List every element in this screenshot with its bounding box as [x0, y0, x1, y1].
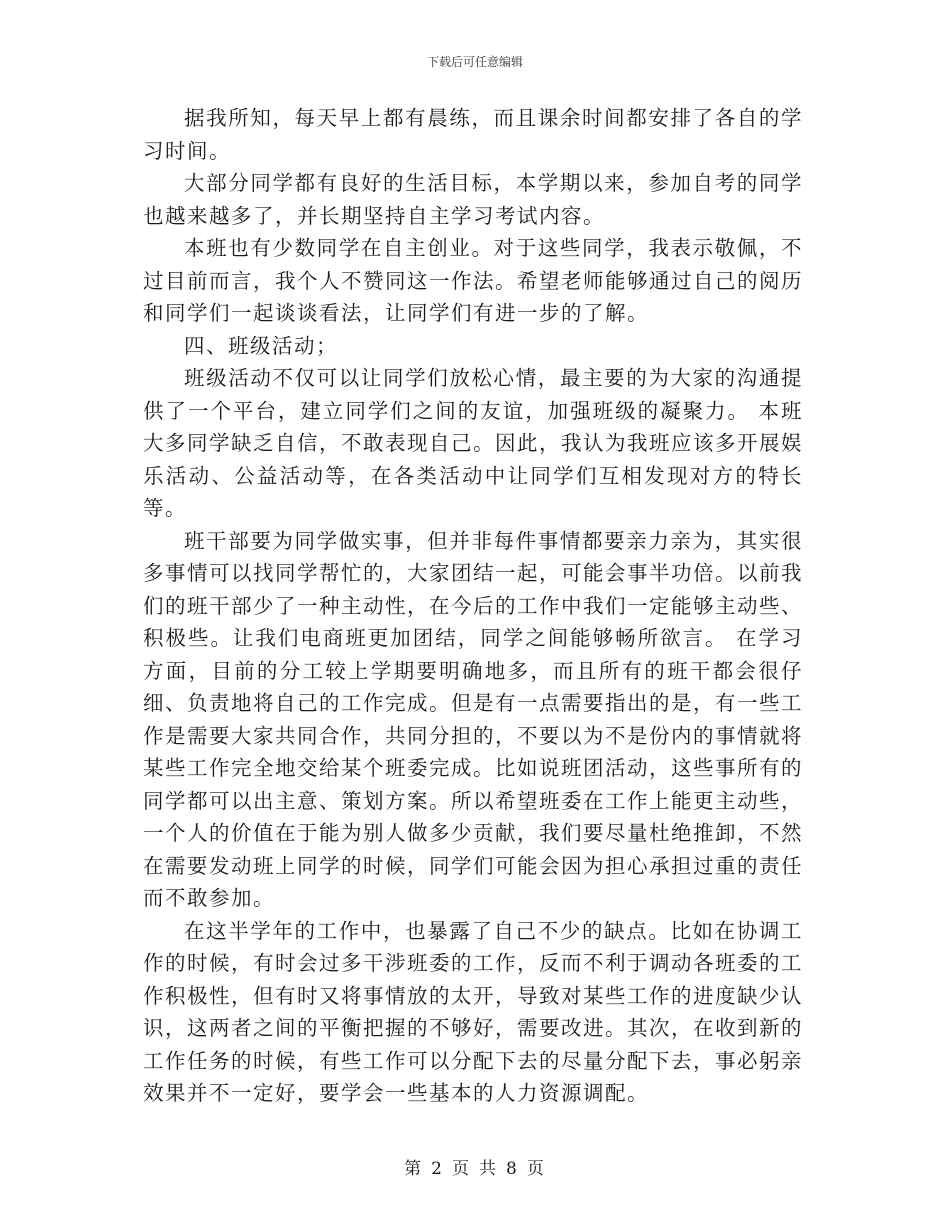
paragraph: 大部分同学都有良好的生活目标，本学期以来，参加自考的同学也越来越多了，并长期坚持自主学习考试内容。: [143, 171, 803, 228]
section-heading: 四、班级活动；: [184, 333, 338, 358]
footer-total-prefix: 共: [479, 1159, 498, 1179]
page-footer: [0, 1154, 950, 1179]
header-note: 下载后可任意编辑: [426, 55, 523, 69]
footer-total-suffix: 页: [526, 1159, 546, 1179]
document-body: [143, 102, 803, 1110]
total-pages: 8: [506, 1159, 519, 1179]
paragraph: 在这半学年的工作中，也暴露了自己不少的缺点。比如在协调工作的时候，有时会过多干涉班委的工作，反而不利于调动各班委的工作积极性，但有时又将事情放的太开，导致对某些工作的进度缺少认识，这两者之间的平衡把握的不够好，需要改进。其次，在收到新的工作任务的时候，有些工作可以分配下去的尽量分配下去，事必躬亲效果并不一定好，要学会一些基本的人力资源调配。: [143, 918, 803, 1105]
paragraph: 班级活动不仅可以让同学们放松心情，最主要的为大家的沟通提供了一个平台，建立同学们之间的友谊，加强班级的凝聚力。 本班大多同学缺乏自信，不敢表现自己。因此，我认为我班应该多开展娱乐活动、公益活动等，在各类活动中让同学们互相发现对方的特长等。: [143, 366, 803, 520]
paragraph: 据我所知，每天早上都有晨练，而且课余时间都安排了各自的学习时间。: [143, 106, 803, 163]
footer-prefix: 第: [404, 1159, 424, 1179]
page-number: 2: [431, 1159, 444, 1179]
paragraph: 本班也有少数同学在自主创业。对于这些同学，我表示敬佩，不过目前而言，我个人不赞同这一作法。希望老师能够通过自己的阅历和同学们一起谈谈看法，让同学们有进一步的了解。: [143, 236, 803, 325]
paragraph: 班干部要为同学做实事，但并非每件事情都要亲力亲为，其实很多事情可以找同学帮忙的，大家团结一起，可能会事半功倍。以前我们的班干部少了一种主动性，在今后的工作中我们一定能够主动些、积极些。让我们电商班更加团结，同学之间能够畅所欲言。 在学习方面，目前的分工较上学期要明确地多，而且所有的班干都会很仔细、负责地将自己的工作完成。但是有一点需要指出的是，有一些工作是需要大家共同合作，共同分担的，不要以为不是份内的事情就将某些工作完全地交给某个班委完成。比如说班团活动，这些事所有的同学都可以出主意、策划方案。所以希望班委在工作上能更主动些，一个人的价值在于能为别人做多少贡献，我们要尽量杜绝推卸，不然在需要发动班上同学的时候，同学们可能会因为担心承担过重的责任而不敢参加。: [143, 528, 803, 910]
footer-page-word: 页: [452, 1159, 471, 1179]
